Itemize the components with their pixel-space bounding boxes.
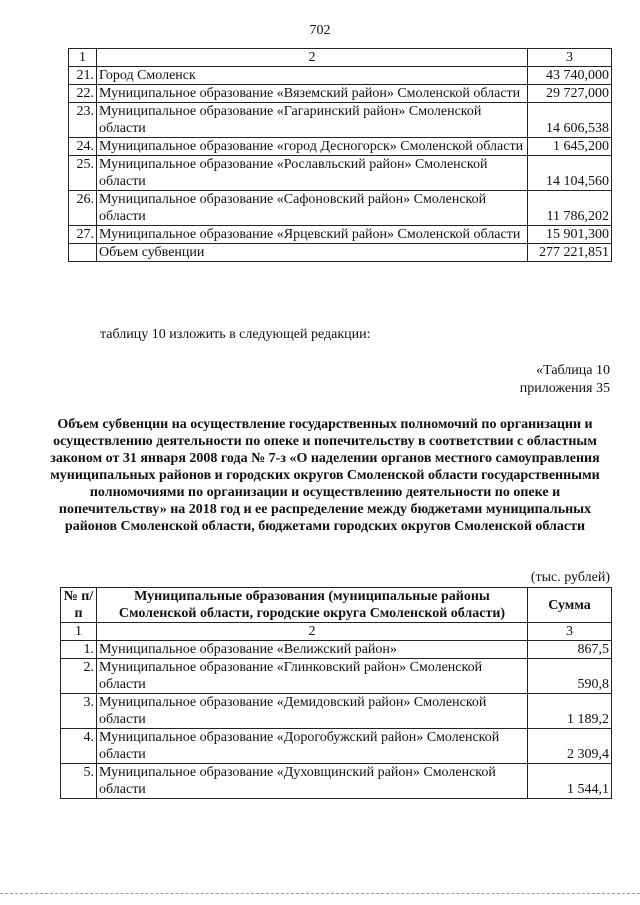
table-row xyxy=(69,67,612,85)
table-row xyxy=(61,641,612,659)
header-municipalities: Муниципальные образования (муниципальные районы Смоленской области, городские округа Смоленской области) xyxy=(97,588,528,623)
column-number: 3 xyxy=(528,49,612,67)
new-table xyxy=(60,587,612,799)
amount: 590,8 xyxy=(528,659,612,694)
table-reference: «Таблица 10 xyxy=(536,363,610,378)
column-number: 1 xyxy=(61,623,97,641)
municipality-name: Муниципальное образование «город Десногорск» Смоленской области xyxy=(97,138,528,156)
table-row xyxy=(69,156,612,191)
row-number: 21. xyxy=(69,67,97,85)
table-header-row xyxy=(61,588,612,623)
municipality-name: Город Смоленск xyxy=(97,67,528,85)
column-number: 2 xyxy=(97,623,528,641)
row-number: 25. xyxy=(69,156,97,191)
page-number: 702 xyxy=(309,23,331,38)
table-row xyxy=(69,138,612,156)
total-row xyxy=(69,244,612,262)
row-number: 4. xyxy=(61,729,97,764)
table-row xyxy=(69,85,612,103)
column-number: 2 xyxy=(97,49,528,67)
municipality-name: Муниципальное образование «Велижский район» xyxy=(97,641,528,659)
table-row xyxy=(61,659,612,694)
table-row xyxy=(61,694,612,729)
municipality-name: Муниципальное образование «Демидовский район» Смоленской области xyxy=(97,694,528,729)
table-title: Объем субвенции на осуществление государственных полномочий по организации и осуществлению деятельности по опеке и попечительству в соответствии с областным законом от 31 января 2008 года № 7-з «О наделении органов местного самоуправления муниципальных районов и городских округов Смоленской области государственными полномочиями по организации и осуществлению деятельности по опеке и попечительству» на 2018 год и ее распределение между бюджетами муниципальных районов Смоленской области, бюджетами городских округов Смоленской области xyxy=(50,417,600,534)
amount: 11 786,202 xyxy=(528,191,612,226)
table-row xyxy=(69,191,612,226)
municipality-name: Муниципальное образование «Вяземский район» Смоленской области xyxy=(97,85,528,103)
column-number: 1 xyxy=(69,49,97,67)
table-numbering-row xyxy=(61,623,612,641)
row-number: 23. xyxy=(69,103,97,138)
column-number: 3 xyxy=(528,623,612,641)
appendix-reference: приложения 35 xyxy=(519,381,610,396)
row-number: 2. xyxy=(61,659,97,694)
amount: 867,5 xyxy=(528,641,612,659)
amount: 1 544,1 xyxy=(528,764,612,799)
units-label: (тыс. рублей) xyxy=(530,570,610,585)
amount: 1 645,200 xyxy=(528,138,612,156)
municipality-name: Муниципальное образование «Духовщинский район» Смоленской области xyxy=(97,764,528,799)
table-numbering-row xyxy=(69,49,612,67)
municipality-name: Муниципальное образование «Сафоновский район» Смоленской области xyxy=(97,191,528,226)
amount: 1 189,2 xyxy=(528,694,612,729)
table-row xyxy=(69,226,612,244)
municipality-name: Муниципальное образование «Дорогобужский район» Смоленской области xyxy=(97,729,528,764)
row-number: 3. xyxy=(61,694,97,729)
row-number: 22. xyxy=(69,85,97,103)
table-row xyxy=(61,729,612,764)
previous-table xyxy=(68,48,612,262)
table-row xyxy=(69,103,612,138)
table-row xyxy=(61,764,612,799)
total-amount: 277 221,851 xyxy=(528,244,612,262)
total-label: Объем субвенции xyxy=(97,244,528,262)
header-number: № п/п xyxy=(61,588,97,623)
amount: 43 740,000 xyxy=(528,67,612,85)
empty-cell xyxy=(69,244,97,262)
amount: 14 104,560 xyxy=(528,156,612,191)
municipality-name: Муниципальное образование «Ярцевский район» Смоленской области xyxy=(97,226,528,244)
page-edge-line xyxy=(0,893,640,894)
municipality-name: Муниципальное образование «Гагаринский район» Смоленской области xyxy=(97,103,528,138)
amendment-text: таблицу 10 изложить в следующей редакции: xyxy=(100,327,371,342)
header-sum: Сумма xyxy=(528,588,612,623)
amount: 15 901,300 xyxy=(528,226,612,244)
amount: 2 309,4 xyxy=(528,729,612,764)
row-number: 26. xyxy=(69,191,97,226)
row-number: 24. xyxy=(69,138,97,156)
row-number: 27. xyxy=(69,226,97,244)
row-number: 5. xyxy=(61,764,97,799)
row-number: 1. xyxy=(61,641,97,659)
amount: 29 727,000 xyxy=(528,85,612,103)
municipality-name: Муниципальное образование «Рославльский район» Смоленской области xyxy=(97,156,528,191)
municipality-name: Муниципальное образование «Глинковский район» Смоленской области xyxy=(97,659,528,694)
amount: 14 606,538 xyxy=(528,103,612,138)
